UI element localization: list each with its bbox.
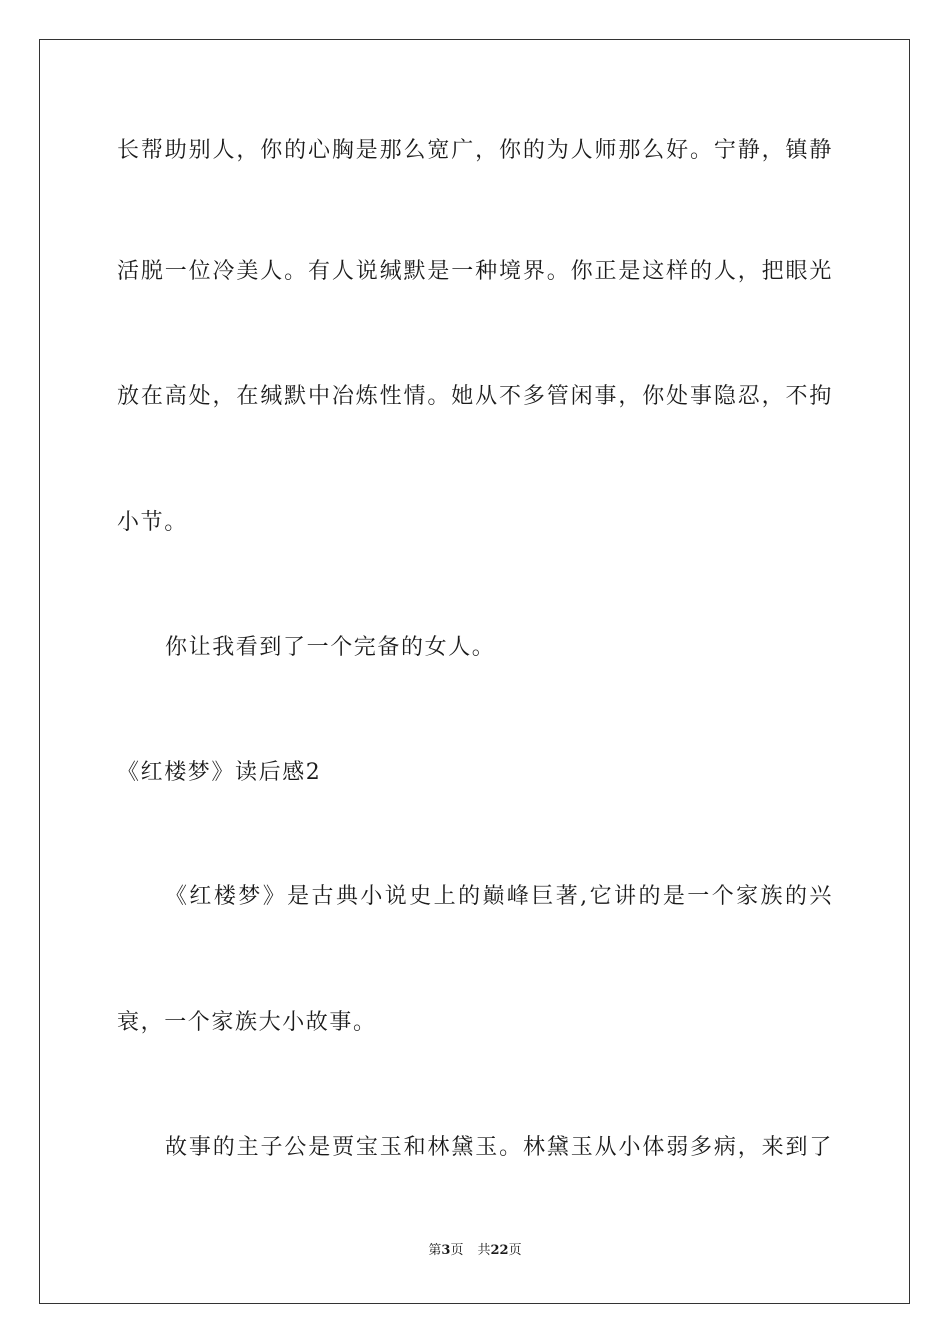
page-footer — [0, 1242, 950, 1260]
footer-page-suffix: 页 — [450, 1243, 464, 1258]
body-line-2: 活脱一位冷美人。有人说缄默是一种境界。你正是这样的人，把眼光 — [117, 259, 833, 284]
footer-total-prefix: 共 — [477, 1243, 491, 1258]
section-heading: 《红楼梦》读后感2 — [117, 760, 322, 785]
footer-page-prefix: 第 — [428, 1243, 442, 1258]
body-line-5: 你让我看到了一个完备的女人。 — [165, 635, 496, 660]
body-line-3: 放在高处，在缄默中冶炼性情。她从不多管闲事，你处事隐忍，不拘 — [117, 384, 833, 409]
body-line-4: 小节。 — [117, 510, 188, 535]
footer-total-pages: 22 — [490, 1243, 509, 1258]
body-line-6: 《红楼梦》是古典小说史上的巅峰巨著,它讲的是一个家族的兴 — [165, 884, 833, 909]
page-border — [39, 39, 910, 1304]
footer-page-number: 3 — [441, 1243, 451, 1258]
footer-total-suffix: 页 — [508, 1243, 522, 1258]
body-line-1: 长帮助别人，你的心胸是那么宽广，你的为人师那么好。宁静，镇静 — [117, 138, 833, 163]
body-line-8: 故事的主子公是贾宝玉和林黛玉。林黛玉从小体弱多病，来到了 — [165, 1135, 833, 1160]
body-line-7: 衰，一个家族大小故事。 — [117, 1010, 377, 1035]
